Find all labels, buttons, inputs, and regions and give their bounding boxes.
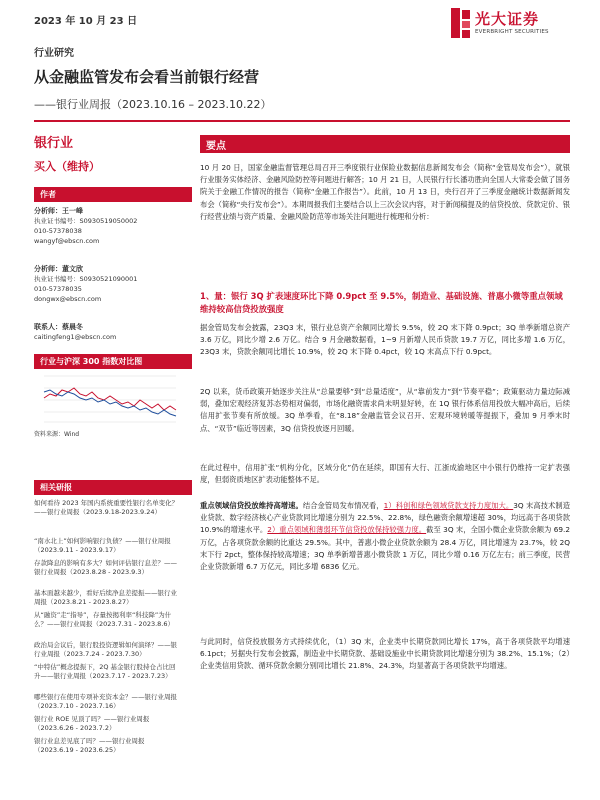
list-item[interactable]: 如何看待 2023 年国内系统重要性银行名单变化？——银行业周报（2023.9.18-2023.9.24） xyxy=(34,499,179,517)
key-sectors-point-2: 2）重点领域和薄弱环节信贷投放保持较强力度。 xyxy=(267,525,427,535)
key-sectors-text-b: 3Q 末高技术制造业贷款、数字经济核心产业贷款同比增速分别为 22.5%、22.8%，绿色融资余额增速超 30%，均远高于各项贷款 10.9%的增速水平。 xyxy=(200,501,570,535)
rating: 买入（维持） xyxy=(34,160,100,173)
analyst-name: 分析师：王一峰 xyxy=(34,207,83,215)
industry-vs-index-chart xyxy=(34,370,180,428)
key-sectors-point-1: 1）科创和绿色领域贷款支持力度加大。 xyxy=(383,501,514,510)
page-subtitle: ——银行业周报（2023.10.16 – 2023.10.22） xyxy=(34,98,272,111)
analyst-name: 分析师：董文欣 xyxy=(34,265,83,273)
chart-section-header: 行业与沪深 300 指数对比图 xyxy=(34,354,192,369)
key-sectors-text-a: 结合金管局发布情况看， xyxy=(302,501,384,510)
report-date: 2023 年 10 月 23 日 xyxy=(34,16,138,27)
everbright-logo xyxy=(451,6,569,42)
analyst-phone: 010-57378035 xyxy=(34,285,82,293)
logo-sub: EVERBRIGHT SECURITIES xyxy=(475,29,549,35)
contact-email[interactable]: caitingfeng1@ebscn.com xyxy=(34,333,117,341)
divergence-paragraph: 在此过程中，信用扩张“机构分化，区域分化”仍在延续，即国有大行、江浙成渝地区中小银行仍维持一定扩表强度，但弱资质地区扩表动能整体不足。 xyxy=(200,463,570,485)
header-divider xyxy=(34,120,570,122)
contact-name: 联系人：蔡晨冬 xyxy=(34,323,83,331)
industry-name: 银行业 xyxy=(34,136,74,151)
intro-paragraph: 10 月 20 日，国家金融监督管理总局召开三季度银行业保险业数据信息新闻发布会（简称“金管局发布会”），就银行业服务实体经济、金融风险防控等问题进行解答；10 月 21 日，人民银行行长潘功胜向全国人大常委会做了国务院关于金融工作情况的报告（简称“金融工作报告”）。此前，10 月 13 日，央行召开了三季度金融统计数据新闻发布会（简称“央行发布会”）。本期周报我们主要结合以上三次会议内容，对于新闻稿提及的信贷投放、贷款定价、银行经营业绩与资产质量、金融风险防范等市场关注问题进行梳理和分析： xyxy=(200,163,570,221)
optimization-paragraph: 与此同时，信贷投放服务方式持续优化，（1）3Q 末，企业类中长期贷款同比增长 17%，高于各项贷款平均增速 6.1pct；另据央行发布会披露，制造业中长期贷款、基础设施业中长期贷款同比增速分别为 38.2%、15.1%；（2）企业类信用贷款、循环贷款余额分别同比增长 21.8%、24.3%，均显著高于各项贷款平均增速。 xyxy=(200,637,570,671)
list-item[interactable]: 基本面越来越少，看好后续净息差提振——银行业周报（2023.8.21 - 2023.8.27） xyxy=(34,589,177,607)
key-points-header xyxy=(200,135,570,153)
list-item[interactable]: “中特估”概念提振下，2Q 基金银行股持仓占比回升——银行业周报（2023.7.17 - 2023.7.23） xyxy=(34,663,176,681)
volume-paragraph: 据金管局发布会披露，23Q3 末，银行业总资产余额同比增长 9.5%，较 2Q 末下降 0.9pct；3Q 单季新增总资产 3.6 万亿，同比少增 2.6 万亿。结合 9 月金融数据看，1~9 月新增人民币贷款 19.7 万亿，同比多增 1.6 万亿，23Q3 末，贷款余额同比增长 10.9%，较 2Q 末下降 0.4pct，较 1Q 末高点下行 0.9pct。 xyxy=(200,323,570,357)
list-item[interactable]: 从“融资”走“指导”，存量按揭利率“科技降”为什么？——银行业周报（2023.7.31 - 2023.8.6） xyxy=(34,611,175,629)
analyst-phone: 010-57378038 xyxy=(34,227,82,235)
bank-index-line xyxy=(44,388,176,410)
key-sectors-text-c: 截至 3Q 末，全国小微企业贷款余额为 69.2 万亿，占各项贷款余额的比重达 29.5%。其中，普惠小微企业贷款余额为 28.4 万亿，同比增速为 23.7%，较 2Q 末下行 2pct，整体保持较高增速；3Q 单季新增普惠小微贷款 1 万亿，同比少增 0.16 万亿左右；前三季度，民营企业贷款新增 6.7 万亿元，同比多增 6836 亿元。 xyxy=(200,525,570,572)
contact-block xyxy=(34,322,184,342)
policy-paragraph: 2Q 以来，货币政策开始逐步关注从“总量要够”到“总量适度”，从“靠前发力”到“节奏平稳”；政策驱动力量边际减弱，叠加宏观经济复苏态势相对偏弱，市场化融资需求尚未明显好转，在 1Q 银行体系信用投放大幅冲高后，后续信用扩张节奏有所放缓。3Q 单季看，在“8.18”金融监管会议召开、宏观环境转暖等提振下，叠加 9 月季末时点、“双节”临近等因素，3Q 信贷投放逐月回暖。 xyxy=(200,387,570,433)
list-item[interactable]: “南水北上”如何影响银行负债？——银行业周报（2023.9.11 - 2023.9.17） xyxy=(34,537,171,555)
authors-section-header: 作者 xyxy=(34,187,192,202)
list-item[interactable]: 存款降息的影响有多大？如何评估银行息差？——银行业周报（2023.8.28 - 2023.9.3） xyxy=(34,559,177,577)
related-reports-list xyxy=(34,499,182,759)
section-heading-1: 1、量：银行 3Q 扩表速度环比下降 0.9pct 至 9.5%，制造业、基础设施、普惠小微等重点领域维持较高信贷投放强度 xyxy=(200,291,563,314)
analyst-license: 执业证书编号：S0930521090001 xyxy=(34,275,138,283)
report-category: 行业研究 xyxy=(34,48,74,59)
page-title: 从金融监管发布会看当前银行经营 xyxy=(34,68,260,86)
chart-source: 资料来源：Wind xyxy=(34,431,80,438)
key-sectors-lead: 重点领域信贷投放维持高增速。 xyxy=(200,501,303,510)
logo-mark-icon xyxy=(451,8,471,38)
key-sectors-paragraph xyxy=(200,500,570,573)
list-item[interactable]: 哪些银行在使用专项补充资本金？——银行业周报（2023.7.10 - 2023.7.16） xyxy=(34,693,177,711)
analyst-block-2 xyxy=(34,264,184,304)
analyst-block-1 xyxy=(34,206,184,246)
list-item[interactable]: 银行业息差见底了吗？——银行业周报（2023.6.19 - 2023.6.25） xyxy=(34,737,145,755)
logo-name: 光大证券 xyxy=(475,10,540,28)
analyst-email[interactable]: wangyf@ebscn.com xyxy=(34,237,100,245)
analyst-email[interactable]: dongwx@ebscn.com xyxy=(34,295,102,303)
list-item[interactable]: 银行业 ROE 见顶了吗？——银行业周报（2023.6.26 - 2023.7.2） xyxy=(34,715,150,733)
key-points-label: 要点 xyxy=(206,141,226,152)
analyst-license: 执业证书编号：S0930519050002 xyxy=(34,217,138,225)
list-item[interactable]: 政治局会议后，银行股投资逻辑如何演绎？——银行业周报（2023.7.24 - 2023.7.30） xyxy=(34,641,177,659)
related-section-header: 相关研报 xyxy=(34,480,192,495)
